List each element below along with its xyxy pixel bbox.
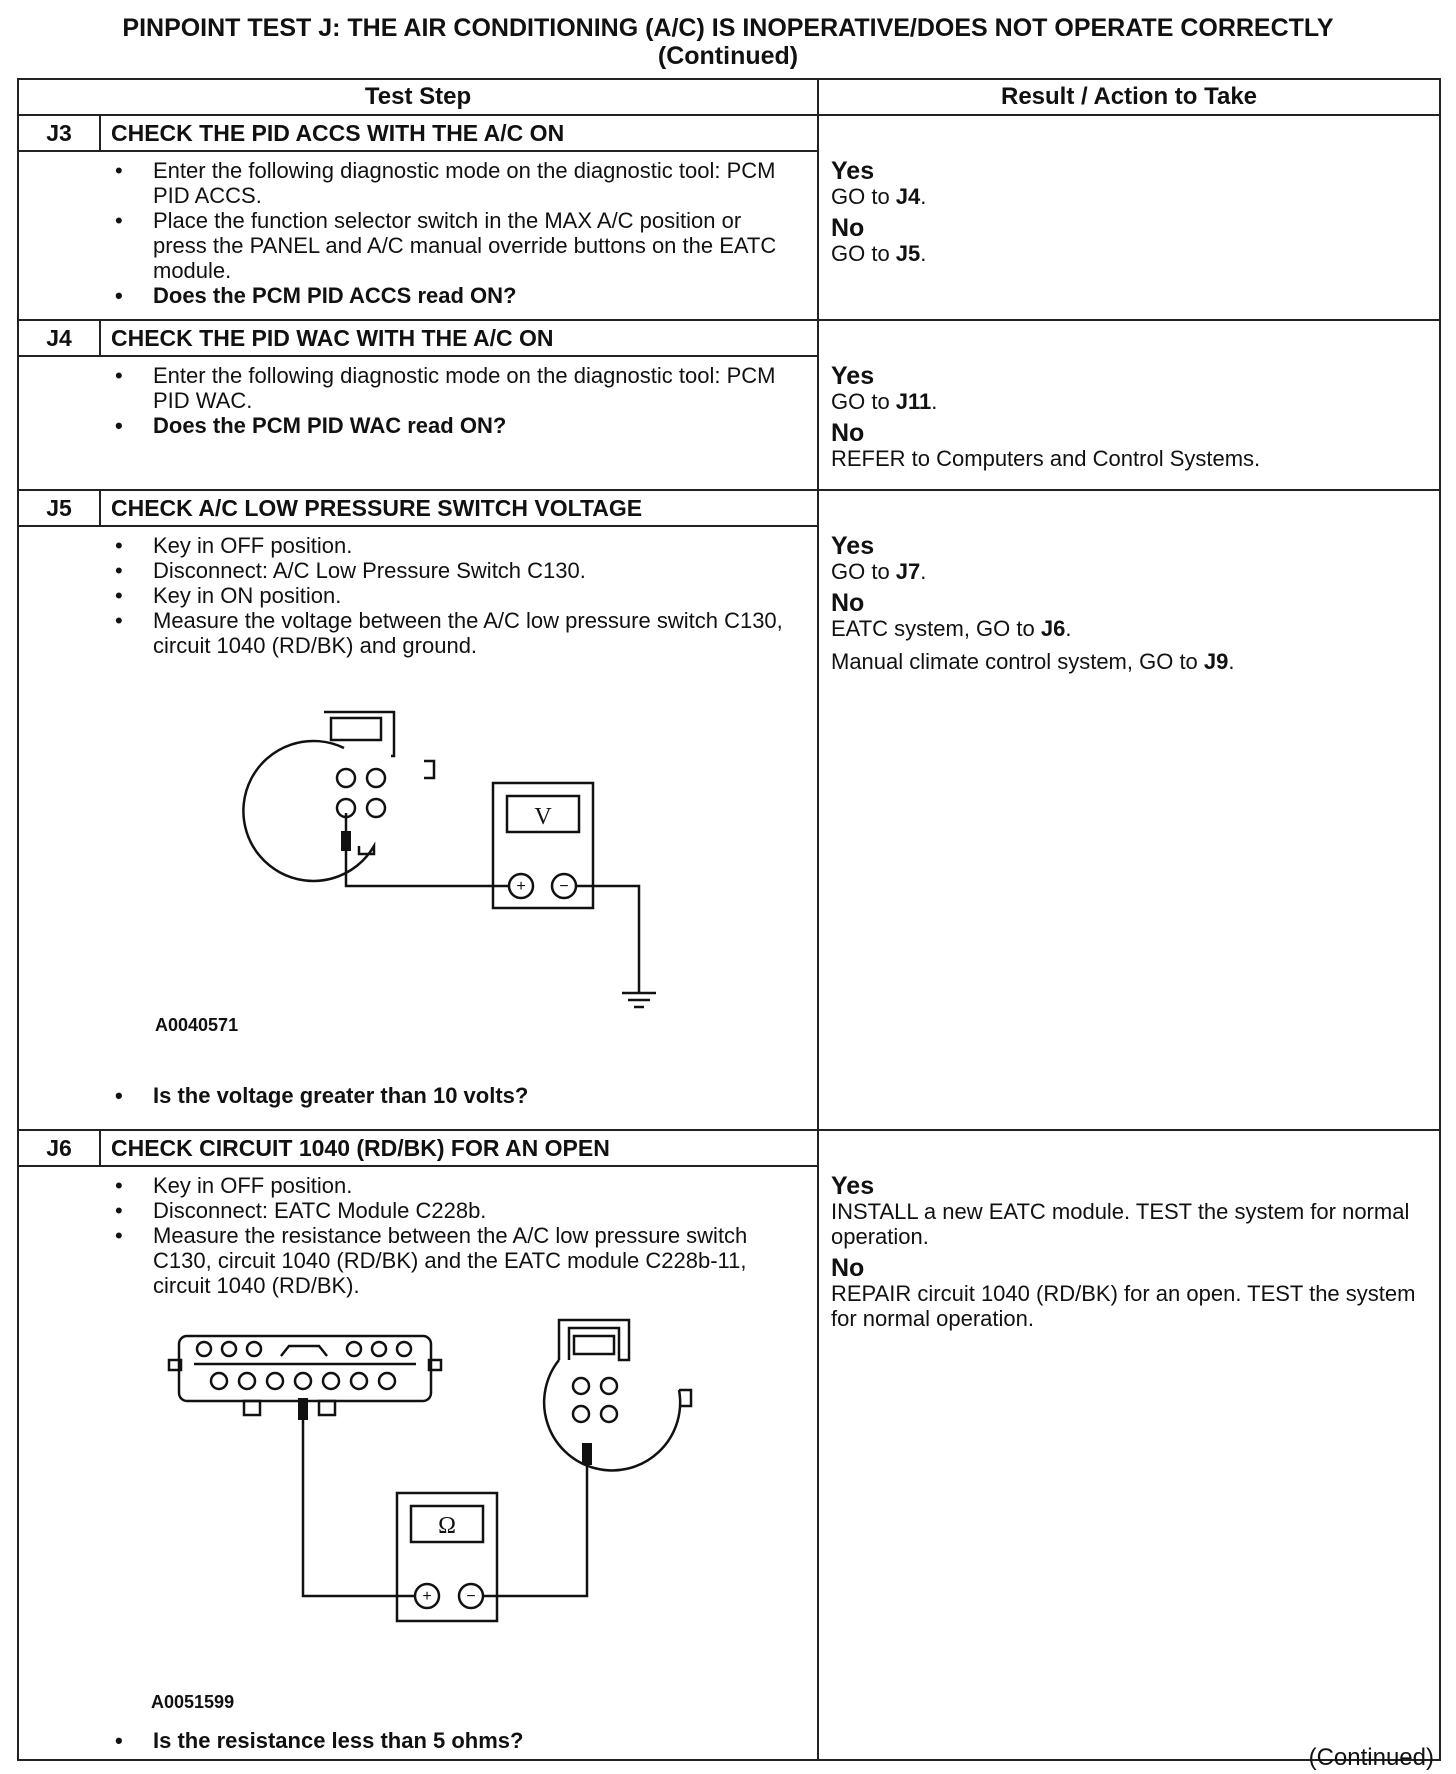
connector-pin-1	[337, 769, 355, 787]
no-action: REPAIR circuit 1040 (RD/BK) for an open. TEST the system for normal operation.	[831, 1281, 1416, 1331]
step-bullet: • Key in ON position.	[115, 583, 793, 608]
page-title	[0, 14, 1456, 70]
no-ref: J5	[895, 241, 921, 266]
column-header-result: Result / Action to Take	[818, 79, 1440, 115]
step-title: CHECK THE PID WAC WITH THE A/C ON	[100, 320, 818, 356]
connector-voltmeter-illustration	[19, 658, 719, 1038]
step-j4-result: Yes GO to J11. No REFER to Computers and Control Systems.	[818, 320, 1440, 490]
yes-action: INSTALL a new EATC module. TEST the system for normal operation.	[831, 1199, 1410, 1249]
switch-probe-tip	[582, 1443, 592, 1465]
negative-lead	[576, 886, 639, 993]
step-j3-body	[18, 151, 818, 320]
yes-label: Yes	[831, 532, 875, 560]
connector-lock-tab	[331, 718, 381, 740]
no-action: GO to	[831, 241, 896, 266]
step-question: • Does the PCM PID WAC read ON?	[115, 413, 793, 438]
step-j6-title-row	[18, 1130, 1440, 1166]
yes-label: Yes	[831, 362, 875, 390]
connector-pin-2	[367, 769, 385, 787]
svg-text:−: −	[466, 1588, 476, 1605]
step-question: • Is the resistance less than 5 ohms?	[115, 1728, 793, 1753]
pinpoint-test-table	[17, 78, 1441, 1761]
no-label: No	[831, 1254, 865, 1282]
step-title: CHECK THE PID ACCS WITH THE A/C ON	[100, 115, 818, 151]
no-action: REFER to Computers and Control Systems.	[831, 446, 1261, 471]
continued-footer: (Continued)	[1308, 1744, 1434, 1771]
no-ref: J6	[1040, 616, 1066, 641]
column-header-test-step: Test Step	[18, 79, 818, 115]
manual-action: Manual climate control system, GO to	[831, 649, 1204, 674]
svg-text:+: +	[516, 878, 526, 895]
step-bullet: • Disconnect: A/C Low Pressure Switch C130.	[115, 558, 793, 583]
step-bullet: • Place the function selector switch in the MAX A/C position or press the PANEL and A/C manual override buttons on the EATC module.	[115, 208, 793, 283]
no-label: No	[831, 214, 865, 242]
title-line-2: (Continued)	[657, 42, 799, 70]
no-action: EATC system, GO to	[831, 616, 1041, 641]
step-number: J3	[18, 115, 100, 151]
svg-text:−: −	[559, 878, 569, 895]
step-j6-body	[18, 1166, 818, 1760]
step-j3-result: Yes GO to J4. No GO to J5.	[818, 115, 1440, 320]
yes-ref: J4	[895, 184, 921, 209]
step-number: J5	[18, 490, 100, 526]
no-label: No	[831, 419, 865, 447]
switch-connector-outline	[544, 1360, 680, 1470]
negative-lead	[483, 1463, 587, 1596]
resistance-test-diagram	[19, 1298, 793, 1728]
title-line-1: PINPOINT TEST J: THE AIR CONDITIONING (A/C) IS INOPERATIVE/DOES NOT OPERATE CORRECTLY	[122, 14, 1334, 42]
module-connector-ohmmeter-illustration	[19, 1298, 779, 1698]
yes-label: Yes	[831, 1172, 875, 1200]
step-j4-body	[18, 356, 818, 490]
step-j5-title-row	[18, 490, 1440, 526]
yes-action: GO to	[831, 559, 896, 584]
step-bullet: • Enter the following diagnostic mode on the diagnostic tool: PCM PID WAC.	[115, 363, 793, 413]
step-bullet: • Enter the following diagnostic mode on the diagnostic tool: PCM PID ACCS.	[115, 158, 793, 208]
meter-symbol: V	[534, 804, 552, 830]
yes-ref: J11	[895, 389, 932, 414]
step-j6-result	[818, 1130, 1440, 1760]
step-bullet: • Measure the voltage between the A/C low pressure switch C130, circuit 1040 (RD/BK) and ground.	[115, 608, 793, 658]
yes-action: GO to	[831, 389, 896, 414]
yes-ref: J7	[895, 559, 921, 584]
meter-symbol: Ω	[438, 1513, 456, 1539]
step-question: • Is the voltage greater than 10 volts?	[115, 1083, 793, 1108]
probe-tip	[341, 831, 351, 851]
step-number: J6	[18, 1130, 100, 1166]
step-j5-body	[18, 526, 818, 1130]
connector-pin-4	[367, 799, 385, 817]
connector-side-tab	[424, 761, 434, 778]
step-j5-result: Yes GO to J7. No EATC system, GO to J6. Manual climate control system, GO to J9.	[818, 490, 1440, 1130]
step-j4-title-row	[18, 320, 1440, 356]
step-question: • Does the PCM PID ACCS read ON?	[115, 283, 793, 308]
no-label: No	[831, 589, 865, 617]
figure-id: A0051599	[151, 1692, 235, 1712]
yes-label: Yes	[831, 157, 875, 185]
manual-ref: J9	[1203, 649, 1229, 674]
voltage-test-diagram	[19, 658, 793, 1083]
step-j3-title-row	[18, 115, 1440, 151]
step-bullet: • Key in OFF position.	[115, 1173, 793, 1198]
module-probe-tip	[298, 1398, 308, 1420]
figure-id: A0040571	[155, 1015, 239, 1035]
svg-text:+: +	[422, 1588, 432, 1605]
step-bullet: • Measure the resistance between the A/C low pressure switch C130, circuit 1040 (RD/BK) and the EATC module C228b-11, circuit 1040 (RD/BK).	[115, 1223, 793, 1298]
step-title: CHECK A/C LOW PRESSURE SWITCH VOLTAGE	[100, 490, 818, 526]
table-header-row	[18, 79, 1440, 115]
step-title: CHECK CIRCUIT 1040 (RD/BK) FOR AN OPEN	[100, 1130, 818, 1166]
step-bullet: • Disconnect: EATC Module C228b.	[115, 1198, 793, 1223]
yes-action: GO to	[831, 184, 896, 209]
step-number: J4	[18, 320, 100, 356]
step-bullet: • Key in OFF position.	[115, 533, 793, 558]
